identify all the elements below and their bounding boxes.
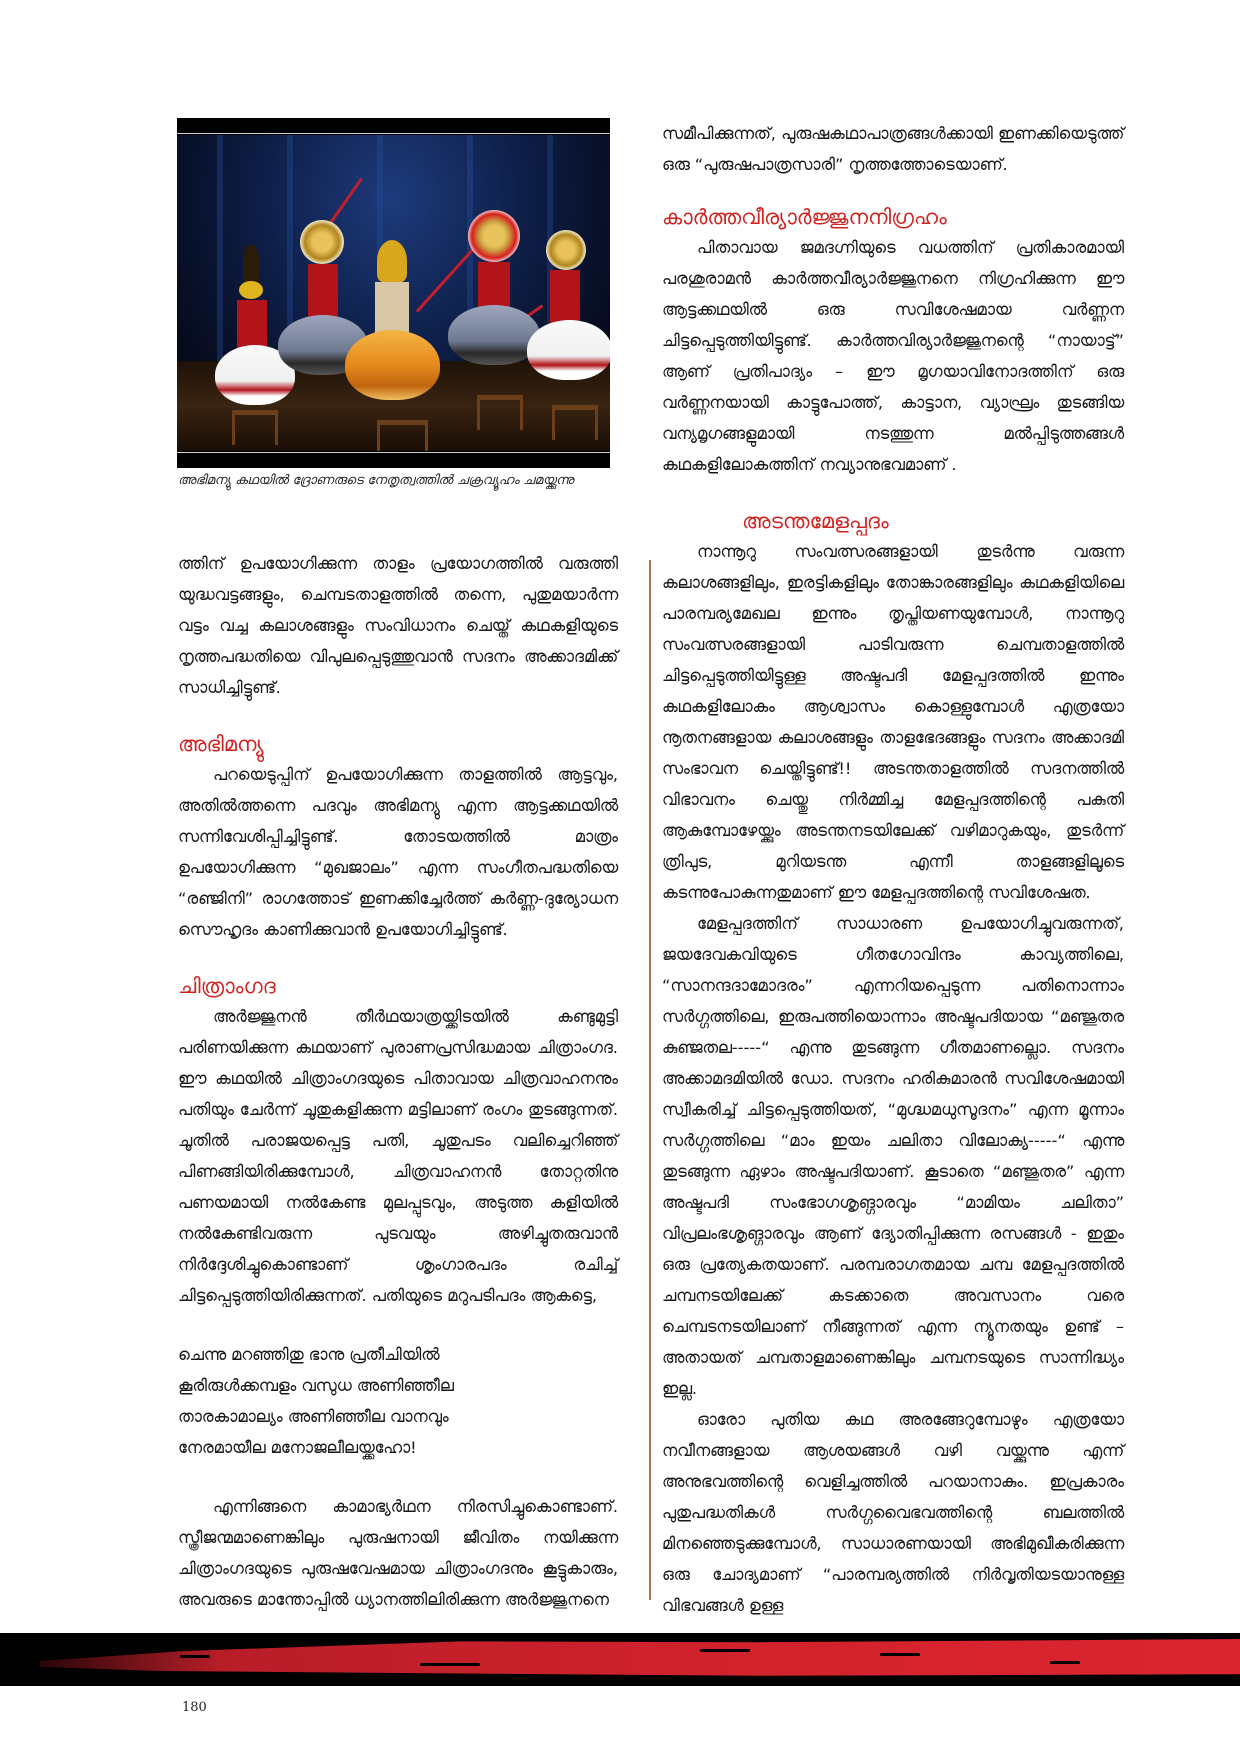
intro-paragraph: ത്തിന് ഉപയോഗിക്കുന്ന താളം പ്രയോഗത്തിൽ വരുത്തി യുദ്ധവട്ടങ്ങളും, ചെമ്പടതാളത്തിൽ തന്നെ, പുതുമയാർന്ന വട്ടം വച്ച കലാശങ്ങളും സംവിധാനം ചെയ്ത് കഥകളിയുടെ നൃത്തപദ്ധതിയെ വിപുലപ്പെടുത്തുവാൻ സദനം അക്കാദമിക്ക് സാധിച്ചിട്ടുണ്ട്. (178, 554, 618, 697)
section-heading-adanthamelappadam: അടന്തമേളപ്പദം (742, 509, 889, 533)
section-heading-chitrangada: ചിത്രാംഗദ (178, 974, 276, 998)
body-paragraph: പിതാവായ ജമദഗ്നിയുടെ വധത്തിന് പ്രതികാരമായി പരശുരാമൻ കാർത്തവീര്യാർജ്ജുനനെ നിഗ്രഹിക്കുന്ന ഈ ആട്ടക്കഥയിൽ ഒരു സവിശേഷമായ വർണ്ണന ചിട്ടപ്പെടുത്തിയിട്ടുണ്ട്. കാർത്തവിര്യാർജ്ജുനന്റെ “നായാട്ട്” ആണ് പ്രതിപാദ്യം – ഈ മൃഗയാവിനോദത്തിന് ഒരു വർണ്ണനയായി കാട്ടുപോത്ത്, കാട്ടാന, വ്യാഘ്രം തുടങ്ങിയ വന്യമൃഗങ്ങളുമായി നടത്തുന്ന മൽപ്പിടുത്തങ്ങൾ കഥകളിലോകത്തിന് നവ്യാനുഭവമാണ് . (662, 238, 1124, 474)
brush-streak (420, 1663, 480, 1666)
verse-line: നേരമായീല മനോജലീലയ്ക്കഹോ! (178, 1438, 417, 1457)
section-heading-karthaveeryarjuna: കാർത്തവീര്യാർജ്ജുനനിഗ്രഹം (662, 205, 947, 229)
section-heading-abhimanyu: അഭിമന്യു (178, 732, 264, 756)
kathakali-photo (177, 118, 610, 468)
verse-block (178, 1339, 618, 1463)
stool (552, 405, 598, 440)
left-column (178, 548, 618, 1615)
right-column (662, 118, 1124, 1621)
body-paragraph: നാന്നൂറു സംവത്സരങ്ങളായി തുടർന്നു വരുന്ന കലാശങ്ങളിലും, ഇരട്ടികളിലും തോങ്കാരങ്ങളിലും കഥകളിയിലെ പാരമ്പര്യമേഖല ഇന്നും തൃപ്തിയണയുമ്പോൾ, നാന്നൂറു സംവത്സരങ്ങളായി പാടിവരുന്ന ചെമ്പതാളത്തിൽ ചിട്ടപ്പെടുത്തിയിട്ടുള്ള അഷ്ടപദി മേളപ്പദത്തിൽ ഇന്നും കഥകളിലോകം ആശ്വാസം കൊള്ളുമ്പോൾ എത്രയോ നൂതനങ്ങളായ കലാശങ്ങളും താളഭേദങ്ങളും സദനം അക്കാദമി സംഭാവന ചെയ്തിട്ടുണ്ട്!! അടന്തതാളത്തിൽ സദനത്തിൽ വിഭാവനം ചെയ്തു നിർമ്മിച്ച മേളപ്പദത്തിന്റെ പകുതി ആകുമ്പോഴേയ്ക്കും അടന്തനടയിലേക്ക് വഴിമാറുകയും, തുടർന്ന് ത്രിപുട, മുറിയടന്ത എന്നീ താളങ്ങളിലൂടെ കടന്നുപോകുന്നതുമാണ് ഈ മേളപ്പദത്തിന്റെ സവിശേഷത. (662, 542, 1124, 902)
stool (232, 410, 278, 445)
body-paragraph: ഓരോ പുതിയ കഥ അരങ്ങേറുമ്പോഴും എത്രയോ നവീനങ്ങളായ ആശയങ്ങൾ വഴി വയ്ക്കുന്നു എന്ന് അനുഭവത്തിന്റെ വെളിച്ചത്തിൽ പറയാനാകും. ഇപ്രകാരം പുതുപദ്ധതികൾ സർഗ്ഗവൈഭവത്തിന്റെ ബലത്തിൽ മിനഞ്ഞെടുക്കുമ്പോൾ, സാധാരണയായി അഭിമുഖീകരിക്കുന്ന ഒരു ചോദ്യമാണ് “പാരമ്പര്യത്തിൽ നിർവൃതിയടയാനുള്ള വിഭവങ്ങൾ ഉള്ള (662, 1410, 1124, 1615)
page-number: 180 (182, 1700, 207, 1715)
verse-line: താരകാമാല്യം അണിഞ്ഞീല വാനവും (178, 1407, 449, 1426)
brush-streak (1050, 1661, 1080, 1664)
verse-line: ചെന്നു മറഞ്ഞിതു ഭാനു പ്രതീചിയിൽ (178, 1345, 440, 1364)
photo-frame-rule-bottom (177, 452, 610, 453)
body-paragraph: പറയെടുപ്പിന് ഉപയോഗിക്കുന്ന താളത്തിൽ ആട്ടവും, അതിൽത്തന്നെ പദവും അഭിമന്യു എന്ന ആട്ടക്കഥയിൽ സന്നിവേശിപ്പിച്ചിട്ടുണ്ട്. തോടയത്തിൽ മാത്രം ഉപയോഗിക്കുന്ന “മുഖജാലം” എന്ന സംഗീതപദ്ധതിയെ “രഞ്ജിനി” രാഗത്തോട് ഇണക്കിച്ചേർത്ത് കർണ്ണ-ദുര്യോധന സൌഹൃദം കാണിക്കുവാൻ ഉപയോഗിച്ചിട്ടുണ്ട്. (178, 765, 618, 939)
footer-brush-band (0, 1633, 1240, 1686)
photo-frame-rule-top (177, 133, 610, 134)
body-paragraph: എന്നിങ്ങനെ കാമാഭ്യർഥന നിരസിച്ചുകൊണ്ടാണ്. സ്ത്രീജന്മമാണെങ്കിലും പുരുഷനായി ജീവിതം നയിക്കുന്ന ചിത്രാംഗദയുടെ പുരുഷവേഷമായ ചിത്രാംഗദനും കൂട്ടുകാരും, അവരുടെ മാന്തോപ്പിൽ ധ്യാനത്തിലിരിക്കുന്ന അർജ്ജുനനെ (178, 1497, 618, 1609)
stage-scene (177, 135, 610, 451)
stool (377, 420, 428, 451)
body-paragraph: അർജ്ജുനൻ തീർഥയാത്രയ്ക്കിടയിൽ കണ്ടുമുട്ടി പരിണയിക്കുന്ന കഥയാണ് പുരാണപ്രസിദ്ധമായ ചിത്രാംഗദ. ഈ കഥയിൽ ചിത്രാംഗദയുടെ പിതാവായ ചിത്രവാഹനനും പതിയും ചേർന്ന് ചൂതുകളിക്കുന്ന മട്ടിലാണ് രംഗം തുടങ്ങുന്നത്. ചൂതിൽ പരാജയപ്പെട്ട പതി, ചൂതുപടം വലിച്ചെറിഞ്ഞ് പിണങ്ങിയിരിക്കുമ്പോൾ, ചിത്രവാഹനൻ തോറ്റതിനു പണയമായി നൽകേണ്ട മുലപ്പുടവും, അടുത്ത കളിയിൽ നൽകേണ്ടിവരുന്ന പുടവയും അഴിച്ചുതരുവാൻ നിർദ്ദേശിച്ചുകൊണ്ടാണ് ശൃംഗാരപദം രചിച്ച് ചിട്ടപ്പെടുത്തിയിരിക്കുന്നത്. പതിയുടെ മറുപടിപദം ആകട്ടെ, (178, 1007, 618, 1305)
brush-streak (880, 1653, 920, 1656)
brush-streak (700, 1649, 750, 1652)
body-paragraph: മേളപ്പദത്തിന് സാധാരണ ഉപയോഗിച്ചുവരുന്നത്, ജയദേവകവിയുടെ ഗീതഗോവിന്ദം കാവ്യത്തിലെ, “സാനന്ദദാമോദരം” എന്നറിയപ്പെടുന്ന പതിനൊന്നാം സർഗ്ഗത്തിലെ, ഇരുപത്തിയൊന്നാം അഷ്ടപദിയായ “മഞ്ജുതര കുഞ്ജതല-----“ എന്നു തുടങ്ങുന്ന ഗീതമാണല്ലൊ. സദനം അക്കാമദമിയിൽ ഡോ. സദനം ഹരികുമാരൻ സവിശേഷമായി സ്വീകരിച്ച് ചിട്ടപ്പെടുത്തിയത്, “മുഗ്ദ്ധമധുസൂദനം” എന്ന മൂന്നാം സർഗ്ഗത്തിലെ “മാം ഇയം ചലിതാ വിലോക്യ-----“ എന്നു തുടങ്ങുന്ന ഏഴാം അഷ്ടപദിയാണ്. കൂടാതെ “മഞ്ജുതര” എന്ന അഷ്ടപദി സംഭോഗശൃങ്ഗാരവും “മാമിയം ചലിതാ” വിപ്രലംഭശൃങ്ഗാരവും ആണ് ദ്യോതിപ്പിക്കുന്ന രസങ്ങൾ - ഇതും ഒരു പ്രത്യേകതയാണ്. പരമ്പരാഗതമായ ചമ്പ മേളപ്പദത്തിൽ ചമ്പനടയിലേക്ക് കടക്കാതെ അവസാനം വരെ ചെമ്പടനടയിലാണ് നീങ്ങുന്നത് എന്ന ന്യൂനതയും ഉണ്ട് – അതായത് ചമ്പതാളമാണെങ്കിലും ചമ്പനടയുടെ സാന്നിദ്ധ്യം ഇല്ല. (662, 914, 1124, 1398)
verse-line: കൂരിരുൾക്കമ്പളം വസുധ അണിഞ്ഞീല (178, 1376, 454, 1395)
photo-caption: അഭിമന്യു കഥയിൽ ദ്രോണരുടെ നേതൃത്വത്തിൽ ചക്രവ്യൂഹം ചമയ്ക്കുന്നു (178, 473, 574, 488)
stool (477, 395, 523, 430)
column-divider (649, 560, 651, 1600)
brush-streak (180, 1655, 210, 1658)
intro-paragraph: സമീപിക്കുന്നത്, പുരുഷകഥാപാത്രങ്ങൾക്കായി ഇണക്കിയെടുത്ത് ഒരു “പുരുഷപാത്രസാരി” നൃത്തത്തോടെയാണ്. (662, 124, 1124, 174)
red-brush-stroke (40, 1639, 1240, 1679)
curtain-fold (217, 135, 223, 365)
